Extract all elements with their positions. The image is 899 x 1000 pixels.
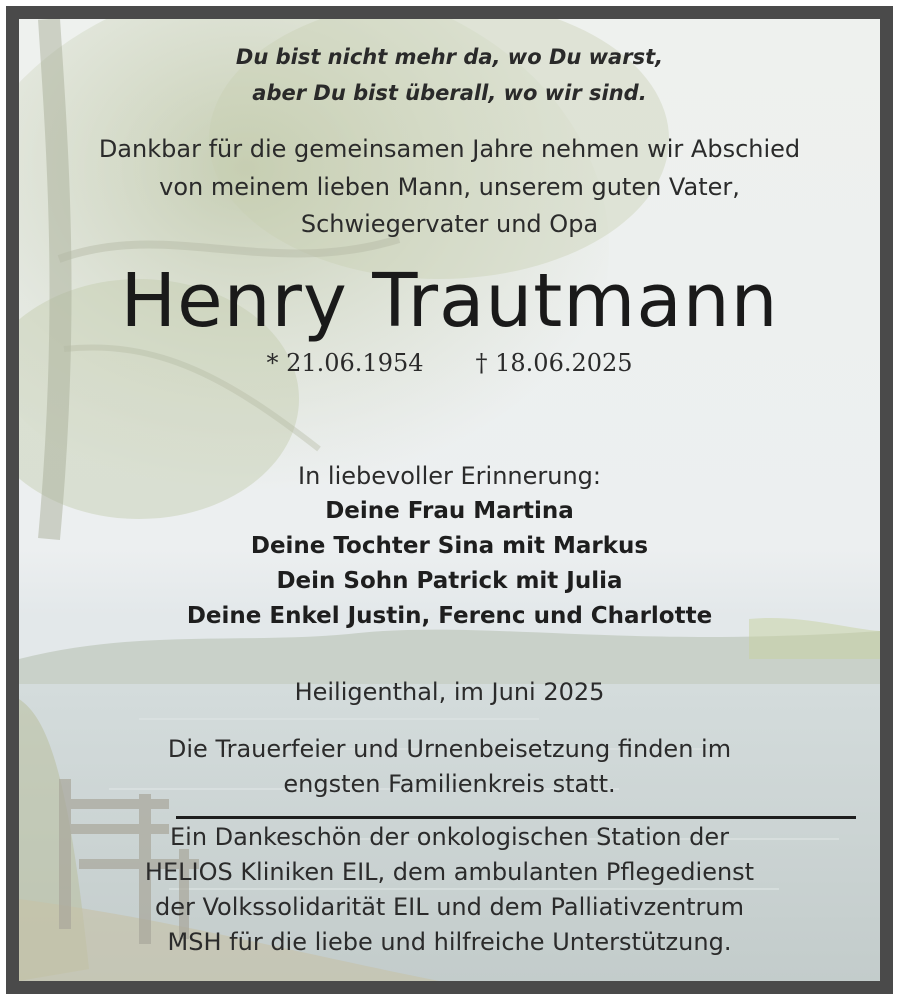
- family-member: Dein Sohn Patrick mit Julia: [276, 568, 623, 594]
- obituary-notice: [6, 6, 893, 994]
- family-member: Deine Frau Martina: [325, 498, 574, 524]
- thanks-line-1: Ein Dankeschön der onkologischen Station der: [169, 823, 730, 851]
- ceremony-line-1: Die Trauerfeier und Urnenbeisetzung finden im: [167, 735, 732, 763]
- life-dates: [19, 346, 880, 380]
- remembrance-heading: In liebevoller Erinnerung:: [298, 462, 601, 490]
- family-member: Deine Enkel Justin, Ferenc und Charlotte: [186, 603, 713, 629]
- intro-line-2: von meinem lieben Mann, unserem guten Vater,: [159, 173, 740, 201]
- divider-rule: [176, 816, 856, 819]
- motto-line-1: Du bist nicht mehr da, wo Du warst,: [235, 45, 664, 69]
- ceremony-line-2: engsten Familienkreis statt.: [283, 770, 616, 798]
- notice-text: [19, 19, 880, 981]
- family-member: Deine Tochter Sina mit Markus: [250, 533, 649, 559]
- place-and-date: Heiligenthal, im Juni 2025: [294, 678, 605, 706]
- death-date: † 18.06.2025: [475, 349, 633, 377]
- intro-line-3: Schwiegervater und Opa: [300, 210, 599, 238]
- deceased-name: Henry Trautmann: [120, 258, 779, 344]
- thanks-line-2: HELIOS Kliniken EIL, dem ambulanten Pflegedienst: [144, 858, 755, 886]
- thanks-line-4: MSH für die liebe und hilfreiche Unterstützung.: [167, 928, 732, 956]
- intro-line-1: Dankbar für die gemeinsamen Jahre nehmen wir Abschied: [98, 135, 801, 163]
- thanks-line-3: der Volkssolidarität EIL und dem Palliativzentrum: [154, 893, 745, 921]
- motto-line-2: aber Du bist überall, wo wir sind.: [252, 81, 647, 105]
- birth-date: * 21.06.1954: [266, 349, 424, 377]
